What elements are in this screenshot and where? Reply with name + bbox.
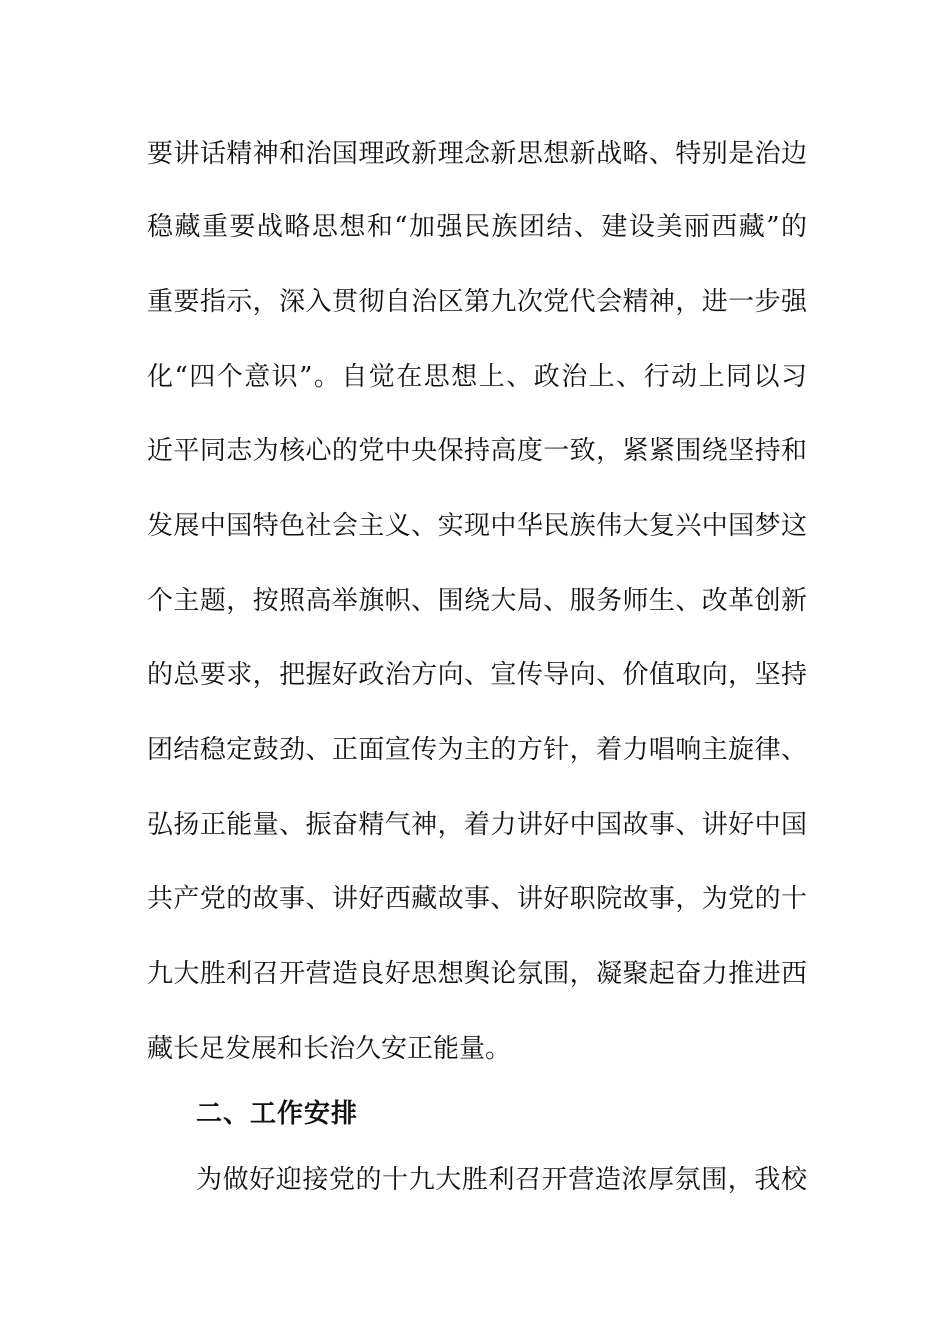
paragraph-line: 近平同志为核心的党中央保持高度一致，紧紧围绕坚持和 [147,436,807,466]
paragraph-line: 重要指示，深入贯彻自治区第九次党代会精神，进一步强 [147,287,807,317]
paragraph-line: 为做好迎接党的十九大胜利召开营造浓厚氛围，我校 [196,1165,807,1195]
paragraph-line: 发展中国特色社会主义、实现中华民族伟大复兴中国梦这 [147,511,807,541]
paragraph-line: 的总要求，把握好政治方向、宣传导向、价值取向，坚持 [147,660,807,690]
paragraph-line: 团结稳定鼓劲、正面宣传为主的方针，着力唱响主旋律、 [147,735,807,765]
paragraph-line: 共产党的故事、讲好西藏故事、讲好职院故事，为党的十 [147,884,807,914]
paragraph-line: 化“四个意识”。自觉在思想上、政治上、行动上同以习 [147,362,807,392]
paragraph-line: 九大胜利召开营造良好思想舆论氛围，凝聚起奋力推进西 [147,959,807,989]
paragraph-line: 稳藏重要战略思想和“加强民族团结、建设美丽西藏”的 [147,212,807,242]
paragraph-line: 个主题，按照高举旗帜、围绕大局、服务师生、改革创新 [147,586,807,616]
section-heading: 二、工作安排 [196,1099,359,1129]
paragraph-line: 藏长足发展和长治久安正能量。 [147,1034,512,1064]
paragraph-line: 要讲话精神和治国理政新理念新思想新战略、特别是治边 [147,139,807,169]
paragraph-line: 弘扬正能量、振奋精气神，着力讲好中国故事、讲好中国 [147,810,807,840]
